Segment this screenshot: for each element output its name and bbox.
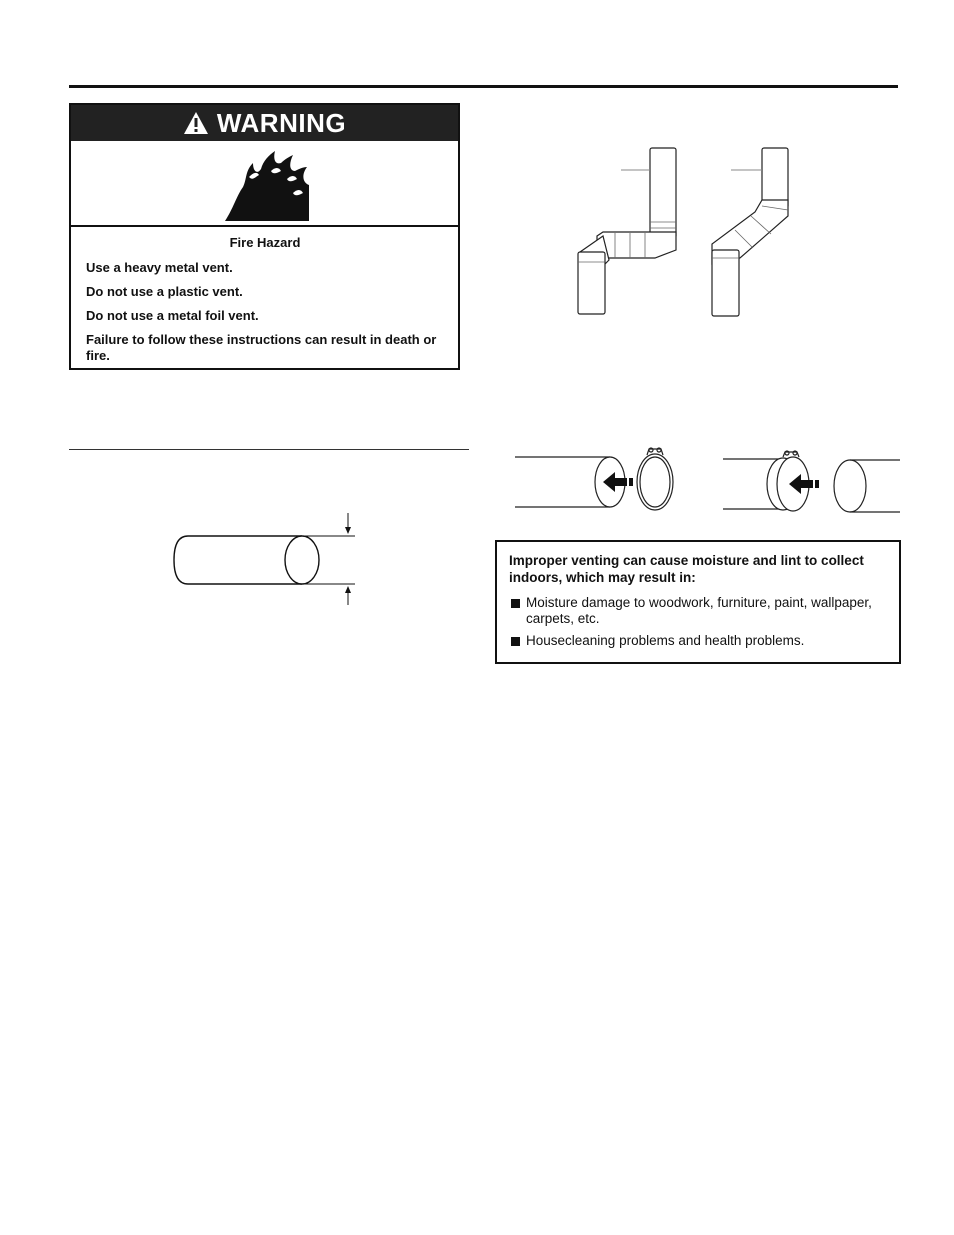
bullet-square-icon [511,637,520,646]
warning-triangle-icon [183,111,209,135]
bullet-square-icon [511,599,520,608]
clamp-figure [515,445,900,520]
notice-item [509,595,887,627]
vent-diameter-figure [170,505,360,610]
warning-box [69,103,460,370]
fire-icon [223,149,311,221]
warning-line: Use a heavy metal vent. [86,260,233,275]
fire-icon-zone [71,141,458,227]
elbow-vents-figure [575,140,805,320]
notice-box [495,540,901,664]
section-rule [69,449,469,450]
notice-item [509,633,887,649]
notice-item-text: Housecleaning problems and health problems. [526,633,805,648]
warning-line: Do not use a metal foil vent. [86,308,259,323]
warning-line: Failure to follow these instructions can result in death or fire. [86,332,437,363]
warning-text [86,235,444,372]
warning-hazard: Fire Hazard [229,235,301,250]
warning-title: WARNING [216,107,347,138]
notice-heading: Improper venting can cause moisture and lint to collect indoors, which may result in: [509,553,864,585]
warning-header [71,105,458,141]
notice-item-text: Moisture damage to woodwork, furniture, paint, wallpaper, carpets, etc. [526,595,872,626]
warning-line: Do not use a plastic vent. [86,284,243,299]
top-rule [69,85,898,88]
